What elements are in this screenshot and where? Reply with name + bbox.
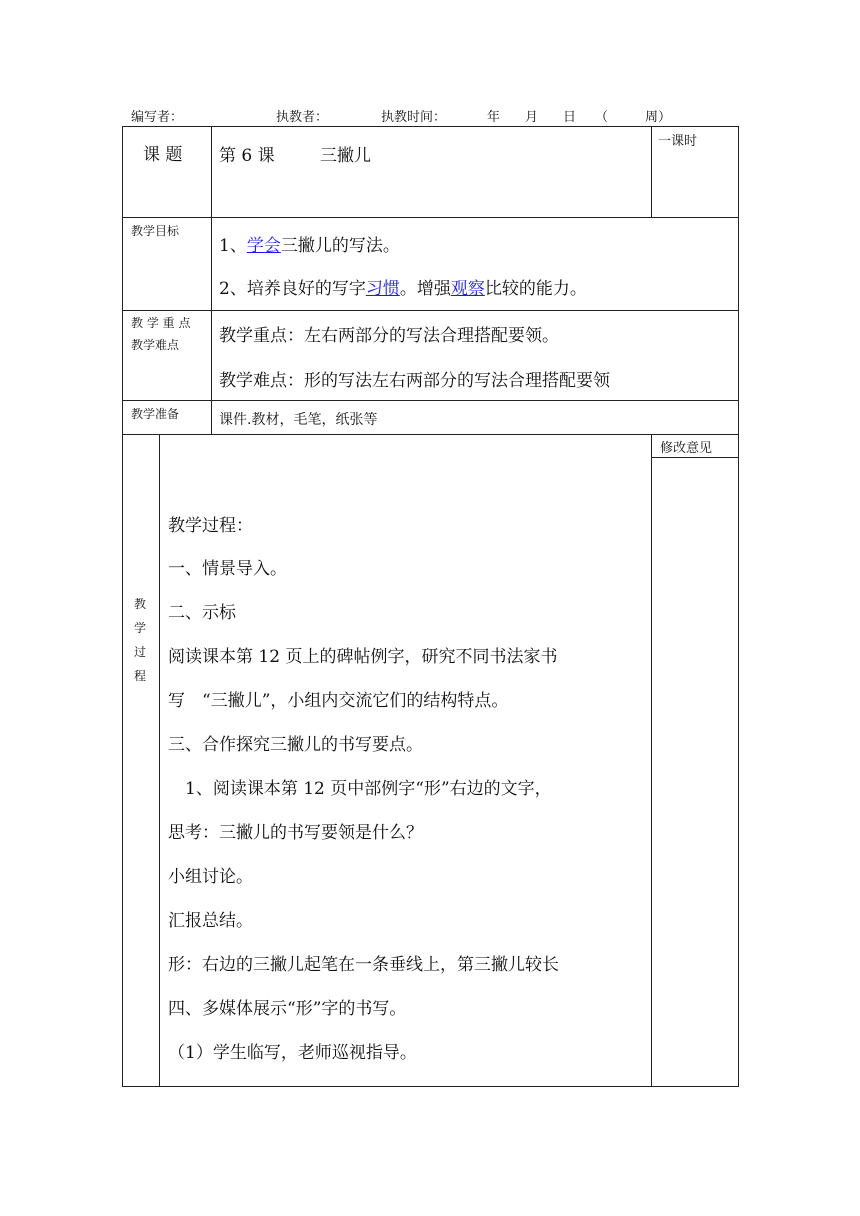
- author-label: 编写者：: [131, 110, 184, 125]
- process-line: 形：右边的三撇儿起笔在一条垂线上，第三撇儿较长: [168, 955, 559, 975]
- goal-1-text: 三撇儿的写法。: [280, 236, 400, 256]
- teacher-label: 执教者：: [276, 110, 329, 125]
- goal-1-prefix: 1、: [219, 236, 247, 256]
- time-label: 执教时间：: [381, 110, 447, 125]
- lesson-number: 第 6 课: [219, 146, 275, 166]
- process-line: 三、合作探究三撇儿的书写要点。: [168, 735, 423, 755]
- process-content: [168, 511, 648, 1084]
- revision-column-divider: [651, 434, 652, 1086]
- period-label: 一课时: [658, 134, 698, 149]
- goal-line-1: [219, 231, 400, 256]
- row-divider: [122, 400, 739, 401]
- goal-2-link-observe[interactable]: 观察: [450, 279, 485, 299]
- key-points-label-line-2: 教学难点: [131, 338, 180, 352]
- month-label: 月: [525, 110, 539, 125]
- side-label-char: 教: [133, 597, 146, 611]
- revision-label: 修改意见: [660, 441, 713, 456]
- year-label: 年: [487, 110, 501, 125]
- week-label: 周）: [645, 110, 672, 125]
- key-points-label-line-1: 教 学 重 点: [131, 316, 191, 330]
- process-line: 教学过程：: [168, 516, 253, 536]
- process-line: （1）学生临写，老师巡视指导。: [168, 1043, 417, 1063]
- process-line: 思考：三撇儿的书写要领是什么？: [168, 823, 423, 843]
- revision-header-divider: [651, 457, 739, 458]
- process-line: 汇报总结。: [168, 911, 253, 931]
- lesson-name: 三撇儿: [320, 146, 371, 166]
- goal-line-2: [219, 274, 587, 299]
- goal-1-link[interactable]: 学会: [246, 236, 281, 256]
- row-divider: [122, 310, 739, 311]
- side-label-char: 过: [133, 645, 146, 659]
- table-border-left: [122, 126, 123, 1087]
- table-border-top: [122, 126, 739, 127]
- process-line: 四、多媒体展示“形”字的书写。: [168, 999, 407, 1019]
- row-divider: [122, 217, 739, 218]
- process-line: 一、情景导入。: [168, 559, 287, 579]
- process-side-label: [133, 592, 147, 688]
- process-line: 阅读课本第 12 页上的碑帖例字，研究不同书法家书: [168, 647, 558, 667]
- side-label-char: 程: [133, 669, 146, 683]
- goal-2-text: 比较的能力。: [484, 279, 587, 299]
- goal-2-prefix: 2、培养良好的写字: [219, 279, 366, 299]
- goal-2-middle: 。增强: [399, 279, 451, 299]
- process-line: 写 “三撇儿”，小组内交流它们的结构特点。: [168, 691, 509, 711]
- key-points-label: [131, 312, 190, 356]
- table-border-right: [738, 126, 739, 1087]
- preparation-content: 课件.教材，毛笔，纸张等: [219, 412, 378, 428]
- document-header: [131, 106, 751, 126]
- process-line: 小组讨论。: [168, 867, 253, 887]
- row-divider: [122, 434, 739, 435]
- label-column-divider: [211, 126, 212, 434]
- period-column-divider: [651, 126, 652, 217]
- goals-label: 教学目标: [131, 224, 180, 238]
- preparation-label: 教学准备: [131, 407, 180, 421]
- title-label: 课 题: [143, 145, 183, 165]
- process-line: 二、示标: [168, 603, 236, 623]
- goal-2-link-habit[interactable]: 习惯: [365, 279, 400, 299]
- side-label-column-divider: [159, 434, 160, 1086]
- key-point-text: 教学重点：左右两部分的写法合理搭配要领。: [219, 326, 559, 346]
- difficulty-text: 教学难点：形的写法左右两部分的写法合理搭配要领: [219, 371, 610, 391]
- table-border-bottom: [122, 1086, 739, 1087]
- side-label-char: 学: [133, 621, 146, 635]
- process-line: 1、阅读课本第 12 页中部例字“形”右边的文字，: [168, 779, 552, 799]
- week-open-paren: （: [595, 110, 609, 125]
- day-label: 日: [563, 110, 577, 125]
